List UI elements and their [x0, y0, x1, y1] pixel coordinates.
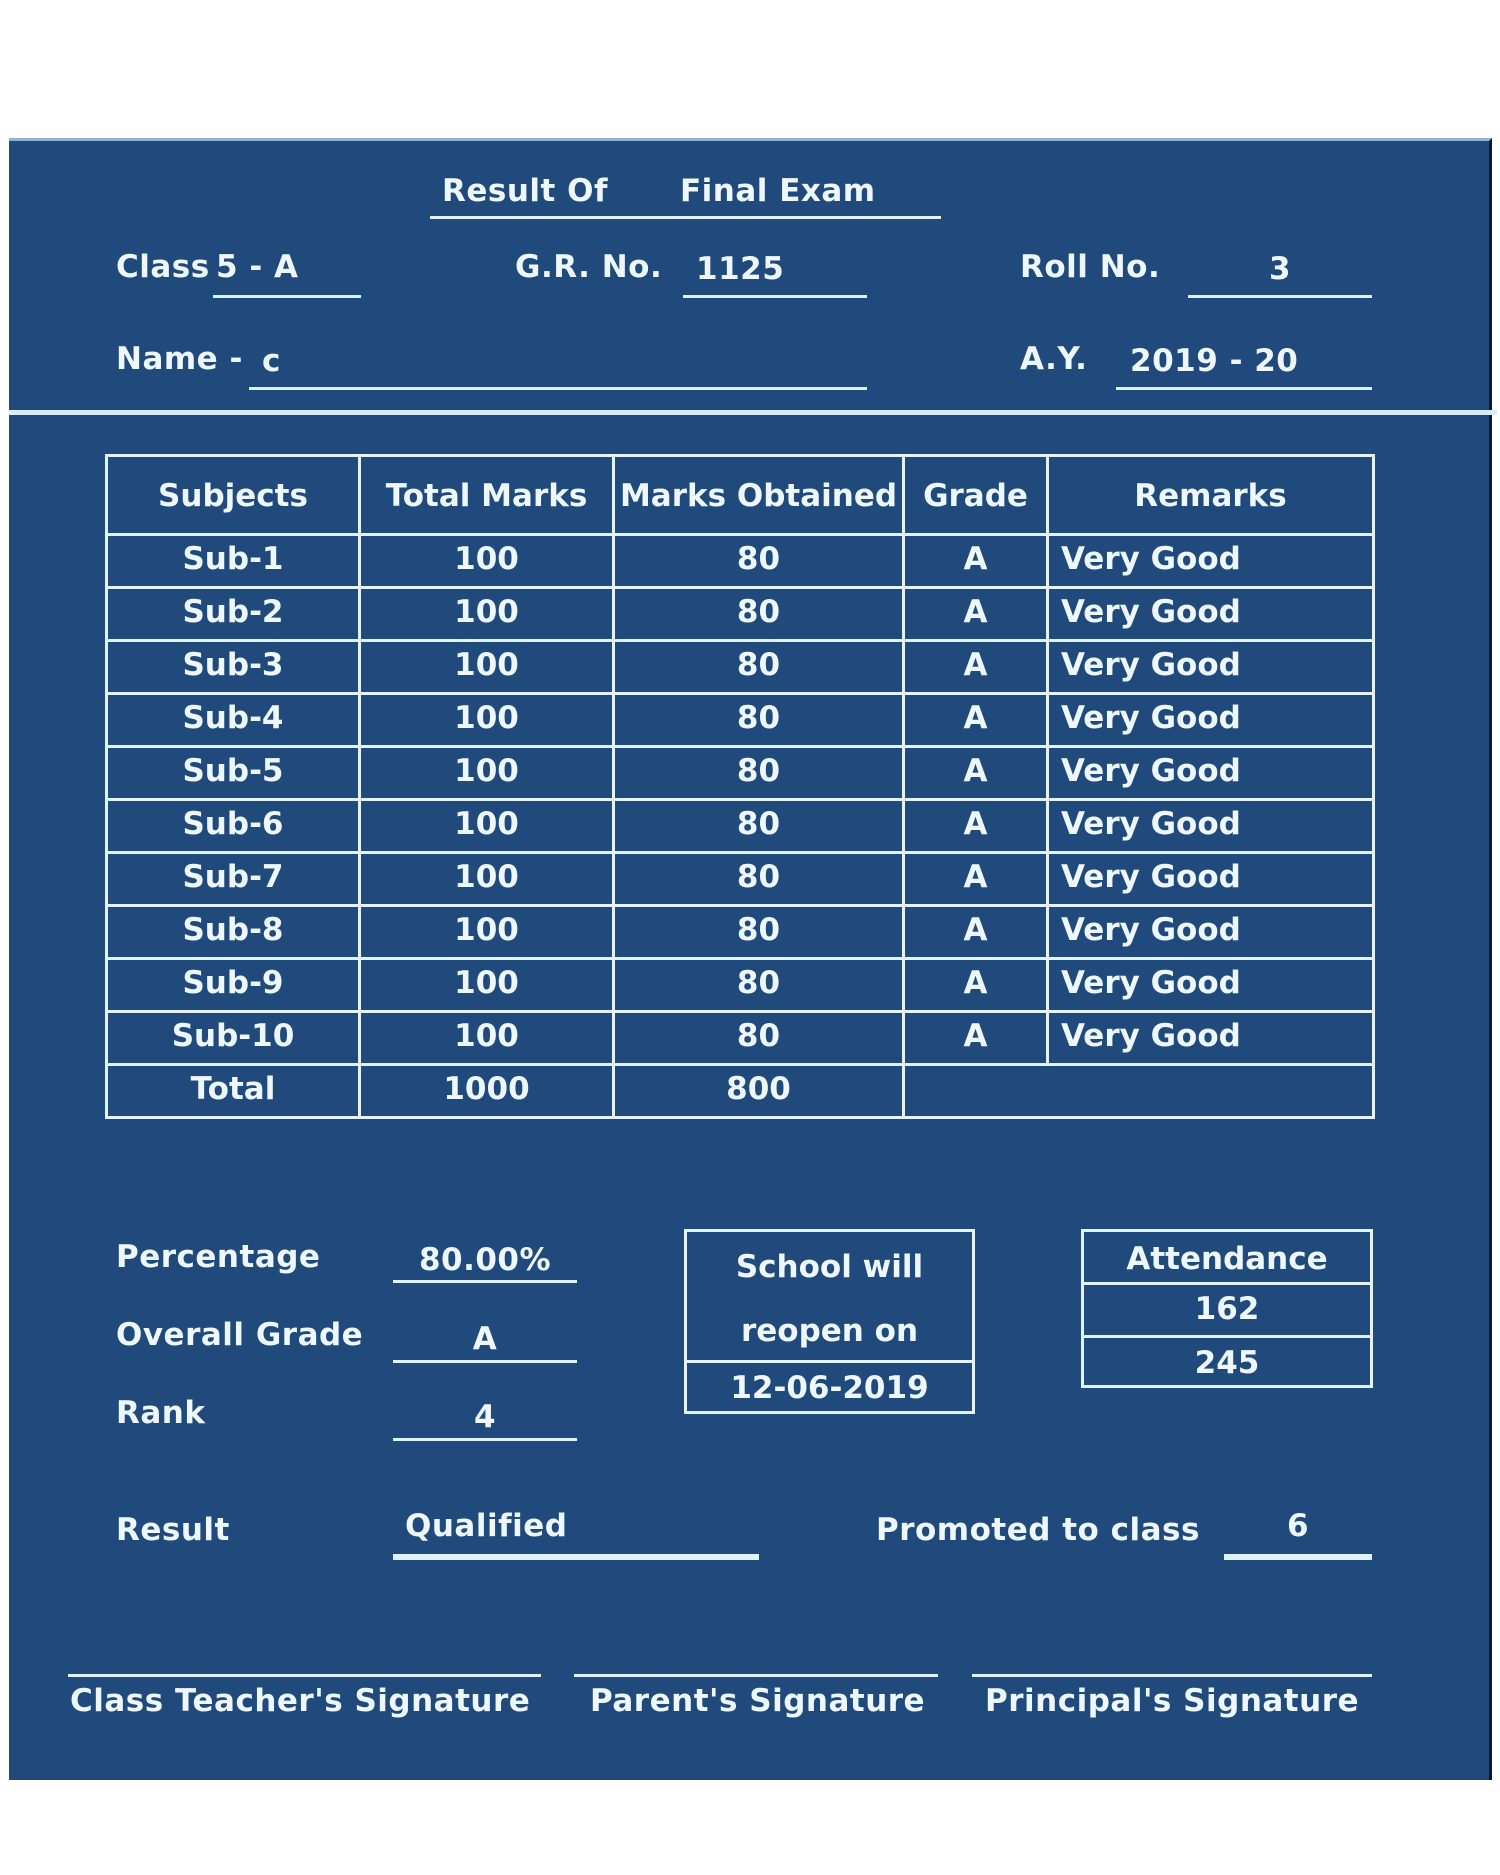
- table-row: [107, 800, 1374, 853]
- subject-cell: Sub-10: [107, 1012, 360, 1065]
- grade-cell: A: [904, 800, 1048, 853]
- marks-obtained-cell: 80: [614, 959, 904, 1012]
- grade-cell: A: [904, 641, 1048, 694]
- class-label: Class: [116, 249, 210, 285]
- header-separator: [9, 410, 1497, 415]
- table-row: [107, 747, 1374, 800]
- marks-obtained-cell: 80: [614, 853, 904, 906]
- marks-obtained-cell: 80: [614, 747, 904, 800]
- name-label: Name -: [116, 341, 243, 377]
- promoted-label: Promoted to class: [876, 1512, 1200, 1548]
- roll-no-underline: [1188, 295, 1372, 298]
- percentage-value: 80.00%: [418, 1242, 552, 1278]
- remarks-cell: Very Good: [1048, 535, 1374, 588]
- grade-cell: A: [904, 853, 1048, 906]
- marks-obtained-cell: 80: [614, 1012, 904, 1065]
- rank-label: Rank: [116, 1395, 206, 1431]
- class-teacher-signature-label: Class Teacher's Signature: [70, 1683, 531, 1719]
- percentage-underline: [393, 1280, 577, 1283]
- marks-obtained-cell: 80: [614, 694, 904, 747]
- grade-cell: A: [904, 1012, 1048, 1065]
- overall-grade-value: A: [472, 1321, 498, 1357]
- table-row: [107, 853, 1374, 906]
- marks-obtained-cell: 80: [614, 535, 904, 588]
- class-value: 5 - A: [216, 249, 299, 285]
- grade-cell: A: [904, 535, 1048, 588]
- table-row: [107, 959, 1374, 1012]
- total-marks-cell: 100: [360, 588, 614, 641]
- total-marks-cell: 100: [360, 853, 614, 906]
- column-header-remarks: Remarks: [1048, 456, 1374, 535]
- remarks-cell: Very Good: [1048, 853, 1374, 906]
- remarks-cell: Very Good: [1048, 959, 1374, 1012]
- promoted-value: 6: [1286, 1508, 1310, 1544]
- marks-obtained-cell: 80: [614, 641, 904, 694]
- name-value: c: [262, 343, 281, 379]
- gr-no-underline: [683, 295, 867, 298]
- result-label: Result: [116, 1512, 230, 1548]
- total-marks-cell: 100: [360, 959, 614, 1012]
- subject-cell: Sub-8: [107, 906, 360, 959]
- rank-value: 4: [473, 1399, 497, 1435]
- table-row: [107, 694, 1374, 747]
- remarks-cell: Very Good: [1048, 747, 1374, 800]
- reopen-date-box: [684, 1229, 975, 1414]
- remarks-cell: Very Good: [1048, 800, 1374, 853]
- rank-underline: [393, 1438, 577, 1441]
- total-marks-cell: 100: [360, 1012, 614, 1065]
- principal-signature-label: Principal's Signature: [985, 1683, 1360, 1719]
- ay-underline: [1116, 387, 1372, 390]
- subject-cell: Sub-6: [107, 800, 360, 853]
- attendance-total: 245: [1194, 1345, 1260, 1381]
- remarks-cell: Very Good: [1048, 641, 1374, 694]
- total-marks-sum-cell: 1000: [360, 1065, 614, 1118]
- parent-signature-label: Parent's Signature: [590, 1683, 926, 1719]
- grade-cell: A: [904, 588, 1048, 641]
- reopen-date: 12-06-2019: [730, 1370, 929, 1406]
- exam-name-underline: [430, 216, 941, 219]
- table-row: [107, 588, 1374, 641]
- remarks-cell: Very Good: [1048, 906, 1374, 959]
- grade-cell: A: [904, 694, 1048, 747]
- subject-cell: Sub-4: [107, 694, 360, 747]
- grade-cell: A: [904, 959, 1048, 1012]
- parent-signature-line: [574, 1674, 938, 1677]
- attendance-divider-2: [1084, 1335, 1370, 1338]
- class-underline: [213, 295, 361, 298]
- result-underline: [393, 1554, 759, 1560]
- ay-label: A.Y.: [1020, 341, 1088, 377]
- table-row: [107, 1012, 1374, 1065]
- total-marks-cell: 100: [360, 694, 614, 747]
- subject-cell: Sub-7: [107, 853, 360, 906]
- ay-value: 2019 - 20: [1130, 343, 1299, 379]
- remarks-cell: Very Good: [1048, 694, 1374, 747]
- percentage-label: Percentage: [116, 1239, 321, 1275]
- attendance-label: Attendance: [1126, 1241, 1328, 1277]
- subject-cell: Sub-9: [107, 959, 360, 1012]
- total-row: [107, 1065, 1374, 1118]
- table-row: [107, 535, 1374, 588]
- principal-signature-line: [972, 1674, 1372, 1677]
- grade-cell: A: [904, 747, 1048, 800]
- remarks-cell: Very Good: [1048, 1012, 1374, 1065]
- grade-cell: A: [904, 906, 1048, 959]
- roll-no-label: Roll No.: [1020, 249, 1161, 285]
- total-marks-cell: 100: [360, 641, 614, 694]
- attendance-present: 162: [1194, 1291, 1260, 1327]
- exam-name: Final Exam: [680, 173, 876, 209]
- marks-obtained-cell: 80: [614, 588, 904, 641]
- reopen-line2: reopen on: [740, 1313, 919, 1349]
- class-teacher-signature-line: [68, 1674, 541, 1677]
- total-marks-cell: 100: [360, 747, 614, 800]
- gr-no-value: 1125: [696, 251, 785, 287]
- marks-obtained-sum-cell: 800: [614, 1065, 904, 1118]
- gr-no-label: G.R. No.: [515, 249, 663, 285]
- table-row: [107, 641, 1374, 694]
- column-header-total-marks: Total Marks: [360, 456, 614, 535]
- promoted-underline: [1224, 1554, 1372, 1560]
- roll-no-value: 3: [1268, 251, 1292, 287]
- subject-cell: Sub-5: [107, 747, 360, 800]
- table-header-row: [107, 456, 1374, 535]
- column-header-marks-obtained: Marks Obtained: [614, 456, 904, 535]
- name-underline: [249, 387, 867, 390]
- reopen-line1: School will: [735, 1249, 924, 1285]
- attendance-divider-1: [1084, 1282, 1370, 1285]
- result-value: Qualified: [405, 1508, 568, 1544]
- marks-obtained-cell: 80: [614, 800, 904, 853]
- reopen-divider: [687, 1360, 972, 1363]
- attendance-box: [1081, 1229, 1373, 1388]
- subject-cell: Sub-3: [107, 641, 360, 694]
- marks-obtained-cell: 80: [614, 906, 904, 959]
- result-of-label: Result Of: [442, 173, 608, 209]
- column-header-grade: Grade: [904, 456, 1048, 535]
- marks-table: [105, 454, 1375, 1119]
- total-marks-cell: 100: [360, 535, 614, 588]
- total-empty-cell: [904, 1065, 1374, 1118]
- total-marks-cell: 100: [360, 800, 614, 853]
- subject-cell: Sub-2: [107, 588, 360, 641]
- total-label-cell: Total: [107, 1065, 360, 1118]
- total-marks-cell: 100: [360, 906, 614, 959]
- overall-grade-label: Overall Grade: [116, 1317, 364, 1353]
- column-header-subjects: Subjects: [107, 456, 360, 535]
- overall-grade-underline: [393, 1360, 577, 1363]
- table-row: [107, 906, 1374, 959]
- subject-cell: Sub-1: [107, 535, 360, 588]
- remarks-cell: Very Good: [1048, 588, 1374, 641]
